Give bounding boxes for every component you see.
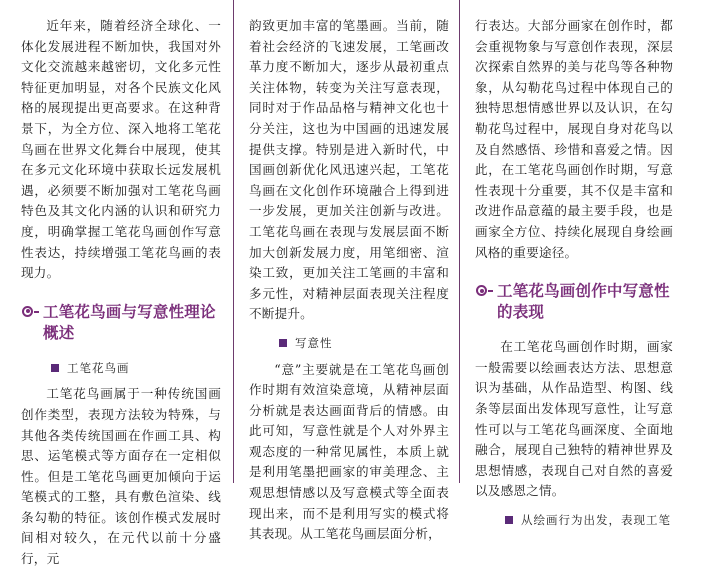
subsection-heading [21,358,221,379]
subsection-heading [249,333,449,354]
body-paragraph: 工笔花鸟画属于一种传统国画创作类型，表现方法较为特殊，与其他各类传统国画在作画工具、构思、运笔模式等方面存在一定相似性。但是工笔花鸟画更加倾向于运笔模式的工整，具有敷色渲染、线条勾勒的特征。该创作模式发展时间相对较久，在元代以前十分盛行，元 [21,386,221,567]
subsection-heading-text: 从绘画行为出发，表现工笔 [521,512,671,527]
body-paragraph: 在工笔花鸟画创作时期，画家一般需要以绘画表达方法、思想意识为基础，从作品造型、构图、线条等层面出发体现写意性，让写意性可以与工笔花鸟画深度、全面地融合，展现自己独特的精神世界及思想情感，表现自己对自然的喜爱以及感恩之情。 [475,339,673,499]
section-heading-text: 工笔花鸟画与写意性理论概述 [43,302,216,342]
section-heading [475,281,673,323]
section-heading-text: 工笔花鸟画创作中写意性的表现 [497,282,670,322]
column-3 [475,16,673,527]
body-paragraph: “意”主要就是在工笔花鸟画创作时期有效渲染意境，从精神层面分析就是表达画面背后的情感。由此可知，写意性就是个人对外界主观态度的一种常见属性，本质上就是利用笔墨把画家的审美理念、主观思想情感以及写意模式等全面表现出来，而不是利用写实的模式将其表现。从工笔花鸟画层面分析， [249,361,449,542]
subsection-heading-text: 工笔花鸟画 [67,360,130,375]
column-divider [459,0,460,483]
subsection-heading [475,510,673,531]
column-divider [233,0,234,483]
circle-bullet-icon [21,302,41,323]
column-1 [21,16,221,567]
body-paragraph: 行表达。大部分画家在创作时，都会重视物象与写意创作表现，深层次探索自然界的美与花鸟等各种物象，从勾勒花鸟过程中体现自己的独特思想情感世界以及认识，在勾勒花鸟过程中，展现自身对花鸟以及自然感悟、珍惜和喜爱之情。因此，在工笔花鸟画创作时期，写意性表现十分重要，其不仅是丰富和改进作品意蕴的最主要手段，也是画家全方位、持续化展现自身绘画风格的重要途径。 [475,18,673,260]
square-bullet-icon [279,339,287,347]
square-bullet-icon [505,516,513,524]
square-bullet-icon [51,364,59,372]
section-heading [21,302,221,344]
subsection-heading-text: 写意性 [295,335,333,350]
body-paragraph: 韵致更加丰富的笔墨画。当前，随着社会经济的飞速发展，工笔画改革力度不断加大，逐步从最初重点关注体物，转变为关注写意表现，同时对于作品品格与精神文化也十分关注，这也为中国画的迅速发展提供支撑。特别是进入新时代，中国画创新优化风迅速兴起，工笔花鸟画在文化创作环境融合上得到进一步发展，更加关注创新与改进。工笔花鸟画在表现与发展层面不断加大创新发展力度，用笔细密、渲染工致，更加关注工笔画的丰富和多元性，对精神层面表现关注程度不断提升。 [249,18,449,322]
intro-paragraph: 近年来，随着经济全球化、一体化发展进程不断加快，我国对外文化交流越来越密切，文化多元性特征更加明显，对各个民族文化风格的展现提出更高要求。在这种背景下，为全方位、深入地将工笔花鸟画在世界文化舞台中展现，使其在多元文化环境中获取长远发展机遇，必须要不断加强对工笔花鸟画特色及其文化内涵的认识和研究力度，明确掌握工笔花鸟画创作写意性表达，持续增强工笔花鸟画的表现力。 [21,18,221,281]
column-2 [249,16,449,542]
circle-bullet-icon [475,281,495,302]
